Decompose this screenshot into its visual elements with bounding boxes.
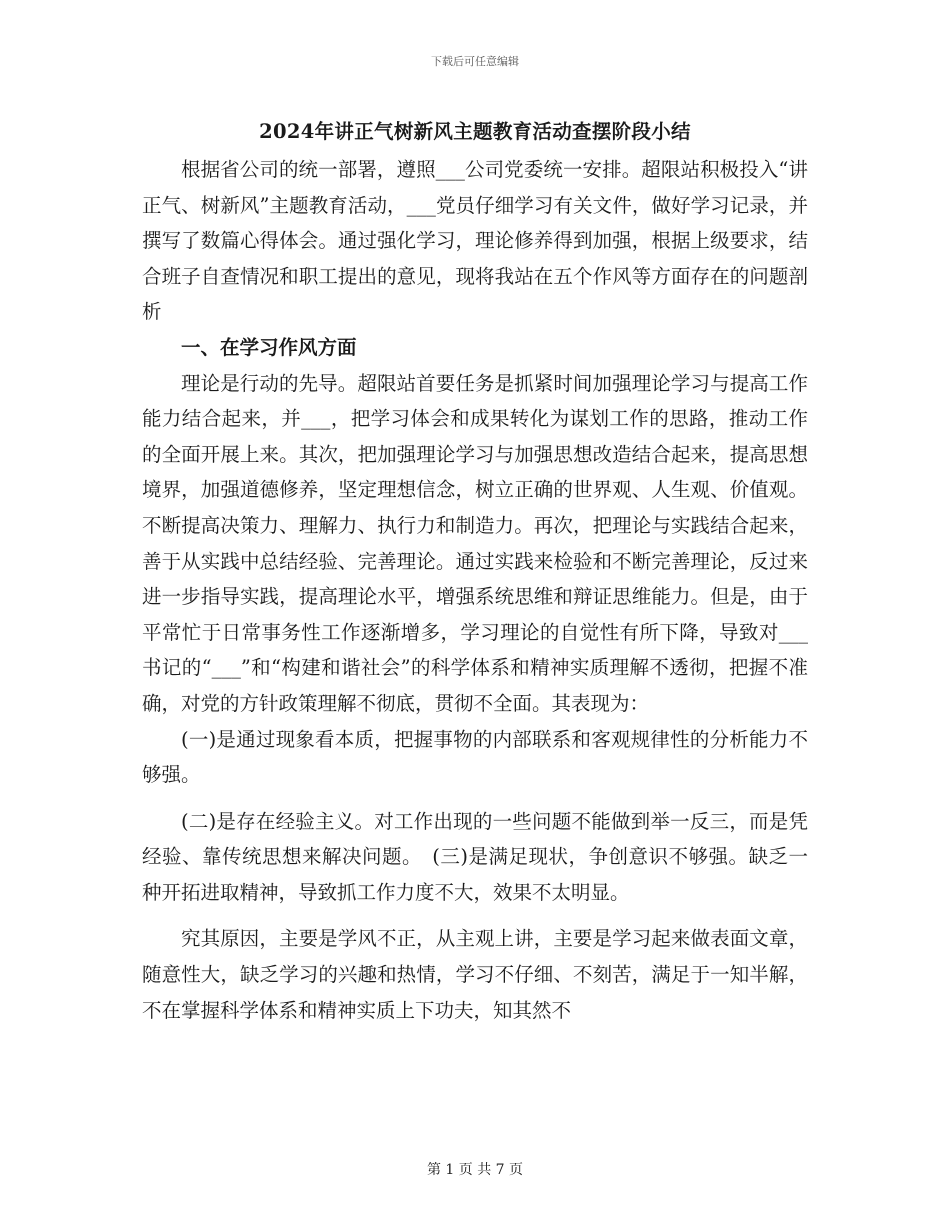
page-header-note: 下载后可任意编辑 xyxy=(431,55,519,68)
section-heading: 一、在学习作风方面 xyxy=(181,335,357,359)
document-title: 2024年讲正气树新风主题教育活动查摆阶段小结 xyxy=(259,120,691,143)
intro-paragraph: 根据省公司的统一部署，遵照___公司党委统一安排。超限站积极投入“讲正气、树新风”主题教育活动，___党员仔细学习有关文件，做好学习记录，并撰写了数篇心得体会。通过强化学习，理论修养得到加强，根据上级要求，结合班子自查情况和职工提出的意见，现将我站在五个作风等方面存在的问题剖析 xyxy=(142,158,808,324)
cause-paragraph: 究其原因，主要是学风不正，从主观上讲，主要是学习起来做表面文章，随意性大，缺乏学习的兴趣和热情，学习不仔细、不刻苦，满足于一知半解，不在掌握科学体系和精神实质上下功夫，知其然不 xyxy=(142,927,808,1022)
list-item-2-3: (二)是存在经验主义。对工作出现的一些问题不能做到举一反三，而是凭经验、靠传统思想来解决问题。 (三)是满足现状，争创意识不够强。缺乏一种开拓进取精神，导致抓工作力度不大，效果不太明显。 xyxy=(142,809,808,904)
list-item-1: (一)是通过现象看本质，把握事物的内部联系和客观规律性的分析能力不够强。 xyxy=(142,727,808,787)
body-paragraph: 理论是行动的先导。超限站首要任务是抓紧时间加强理论学习与提高工作能力结合起来，并___，把学习体会和成果转化为谋划工作的思路，推动工作的全面开展上来。其次，把加强理论学习与加强思想改造结合起来，提高思想境界，加强道德修养，坚定理想信念，树立正确的世界观、人生观、价值观。不断提高决策力、理解力、执行力和制造力。再次，把理论与实践结合起来，善于从实践中总结经验、完善理论。通过实践来检验和不断完善理论，反过来进一步指导实践，提高理论水平，增强系统思维和辩证思维能力。但是，由于平常忙于日常事务性工作逐渐增多，学习理论的自觉性有所下降，导致对___书记的“___”和“构建和谐社会”的科学体系和精神实质理解不透彻，把握不准确，对党的方针政策理解不彻底，贯彻不全面。其表现为： xyxy=(142,371,808,715)
document-body xyxy=(142,152,808,1028)
page-number: 第 1 页 共 7 页 xyxy=(426,1162,524,1178)
